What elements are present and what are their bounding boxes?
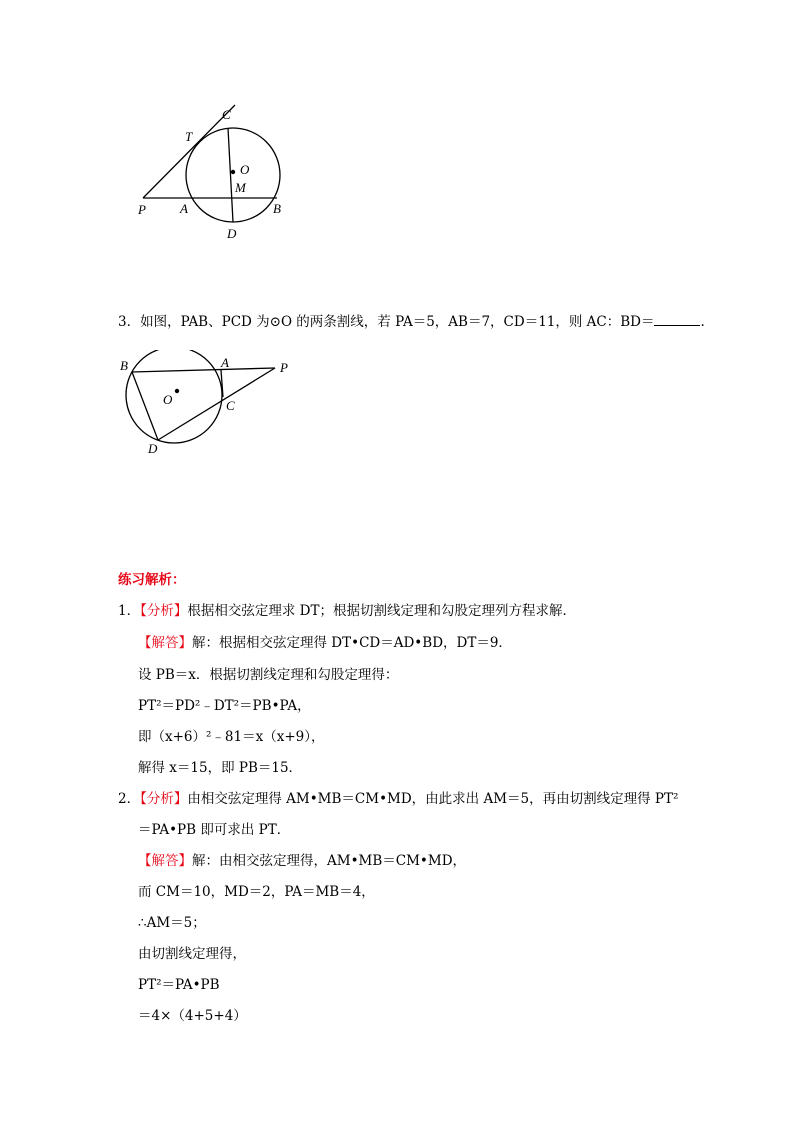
solution-2-analysis [118, 789, 678, 809]
label-b: B [120, 358, 128, 373]
answer-tag: 【解答】 [138, 635, 192, 651]
label-p: P [280, 360, 288, 375]
solution-line: 设 PB＝x．根据切割线定理和勾股定理得： [138, 667, 399, 683]
figure-1 [130, 100, 300, 245]
label-p: P [138, 202, 146, 217]
question-number: 3． [118, 314, 141, 330]
label-c: C [222, 107, 231, 122]
label-a: A [221, 355, 229, 370]
question-end: . [700, 314, 705, 330]
analysis-continuation: ＝PA•PB 即可求出 PT． [138, 822, 291, 838]
solution-line: 解得 x＝15，即 PB＝15． [138, 760, 303, 776]
question-3 [118, 311, 705, 332]
solution-1-analysis [118, 601, 576, 621]
label-a: A [180, 201, 188, 216]
analysis-tag: 【分析】 [140, 603, 188, 619]
analysis-tag: 【分析】 [140, 791, 188, 807]
label-t: T [185, 129, 193, 144]
solution-line: ∴AM＝5； [138, 915, 206, 931]
solution-number: 1． [118, 603, 141, 619]
answer-blank [654, 311, 700, 326]
figure-1-diagram [130, 100, 300, 245]
analysis-text: 由相交弦定理得 AM•MB＝CM•MD，由此求出 AM＝5，再由切割线定理得 PT² [187, 791, 679, 807]
label-d: D [148, 441, 158, 456]
answer-tag: 【解答】 [138, 853, 192, 869]
label-c: C [226, 398, 235, 413]
analysis-text: 根据相交弦定理求 DT；根据切割线定理和勾股定理列方程求解． [187, 603, 576, 619]
label-o: O [163, 392, 173, 407]
label-b: B [273, 201, 281, 216]
label-o: O [240, 162, 250, 177]
figure-2 [110, 350, 300, 460]
solution-line: 由切割线定理得， [138, 946, 246, 962]
answer-line: 解：由相交弦定理得，AM•MB＝CM•MD， [192, 853, 467, 869]
solution-line: 而 CM＝10，MD＝2，PA＝MB＝4， [138, 884, 375, 900]
label-d: D [227, 226, 237, 241]
figure-2-diagram [110, 350, 300, 460]
question-text: 如图，PAB、PCD 为⊙O 的两条割线，若 PA＝5，AB＝7，CD＝11，则 AC：BD＝ [140, 314, 655, 330]
solution-number: 2． [118, 791, 141, 807]
answer-line: 解：根据相交弦定理得 DT•CD＝AD•BD，DT＝9． [192, 635, 512, 651]
solution-1-answer [138, 633, 512, 653]
solution-line: 即（x+6）²﹣81＝x（x+9）， [138, 729, 325, 745]
solution-line: PT²＝PD²﹣DT²＝PB•PA， [138, 698, 311, 714]
section-title: 练习解析： [118, 572, 186, 588]
solution-2-answer [138, 851, 466, 871]
label-m: M [235, 180, 246, 195]
solution-line: ＝4×（4+5+4） [138, 1008, 247, 1024]
solution-line: PT²＝PA•PB [138, 977, 220, 993]
